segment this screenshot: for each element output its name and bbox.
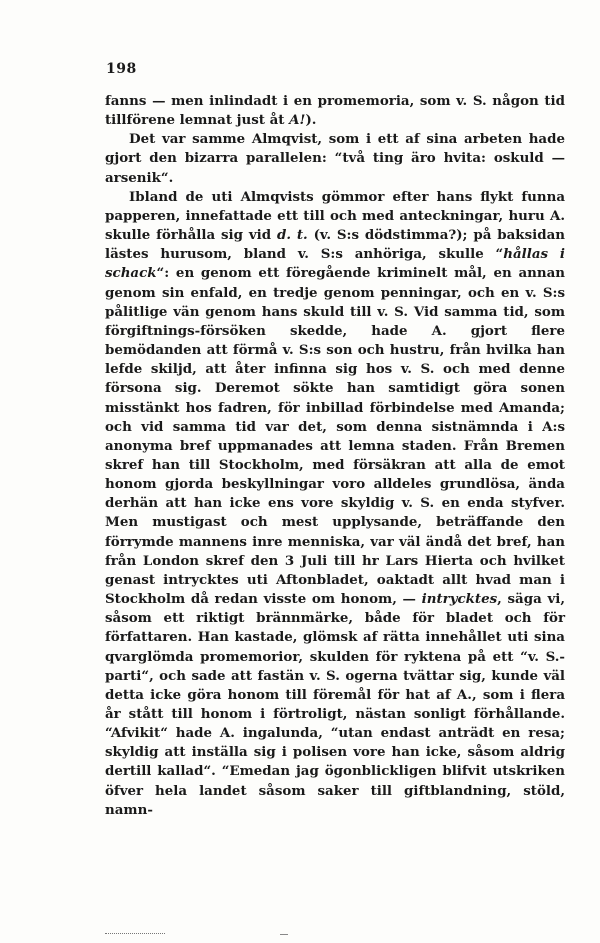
paragraph-1-segment-3: ). — [305, 112, 317, 129]
paragraph-1 — [105, 92, 565, 130]
paragraph-3-italic-intrycktes: intrycktes — [421, 591, 498, 608]
paragraph-3-italic-schack: hållas i schack — [105, 246, 565, 282]
paragraph-2 — [105, 130, 565, 187]
footer-dash — [280, 934, 288, 935]
page-number: 198 — [106, 61, 137, 77]
paragraph-3 — [105, 188, 565, 820]
paragraph-1-segment-1: fanns — men inlindadt i en promemoria, som v. S. någon tid tillförene lemnat just åt — [105, 93, 565, 129]
paragraph-1-italic-a: A! — [289, 112, 306, 129]
paragraph-3-segment-1: Ibland de uti Almqvists gömmor efter hans flykt funna papperen, innefattade ett till och med anteckningar, huru A. skulle förhålla sig vid — [105, 188, 565, 244]
body-text — [105, 92, 565, 820]
paragraph-3-segment-5: “: en genom ett föregående kriminelt mål, en annan genom sin enfald, en tredje genom penningar, och en v. S:s pålitlige vän genom hans skuld till v. S. Vid samma tid, som förgiftnings-försöken skedde, hade A. gjort flere bemödanden att förmå v. S:s son och hustru, från hvilka han lefde skiljd, att åter infinna sig hos v. S. och med denne försona sig. Deremot sökte han samtidigt göra sonen misstänkt hos fadren, för inbillad förbindelse med Amanda; och vid samma tid var det, som denna sistnämnda i A:s anonyma bref uppmanades att lemna staden. Från Bremen skref han till Stockholm, med försäkran att alla de emot honom gjorda beskyllningar voro alldeles grundlösa, ända derhän att han icke ens vore skyldig v. S. en enda styfver. Men mustigast och mest upplysande, beträffande den förrymde mannens inre menniska, var väl ändå det bref, han från London skref den 3 Juli till hr Lars Hierta och hvilket genast intrycktes uti Aftonbladet, oaktadt allt hvad man i Stockholm då redan visste om honom, — — [105, 265, 565, 608]
paragraph-2-segment-1: Det var samme Almqvist, som i ett af sina arbeten hade gjort den bizarra parallelen: “två ting äro hvita: oskuld — arsenik“. — [105, 131, 565, 186]
paragraph-3-segment-7: , säga vi, såsom ett riktigt brännmärke, både för bladet och för författaren. Han kastade, glömsk af rätta innehållet uti sina qvarglömda promemorior, skulden för ryktena på ett “v. S.-parti“, och sade att fastän v. S. ogerna tvättar sig, kunde väl detta icke göra honom till föremål för hat af A., som i flera år stått till honom i förtroligt, nästan sonligt förhållande. “Afvikit“ hade A. ingalunda, “utan endast anträdt en resa; skyldig att inställa sig i polisen vore han icke, såsom aldrig dertill kallad“. “Emedan jag ögonblickligen blifvit utskriken öfver hela landet såsom saker till giftblandning, stöld, namn- — [105, 591, 565, 818]
footer-rule — [105, 933, 165, 935]
paragraph-3-italic-dt: d. t. — [276, 227, 308, 244]
paragraph-3-segment-3: (v. S:s dödstimma?); på baksidan lästes hurusom, bland v. S:s anhöriga, skulle “ — [105, 227, 565, 263]
